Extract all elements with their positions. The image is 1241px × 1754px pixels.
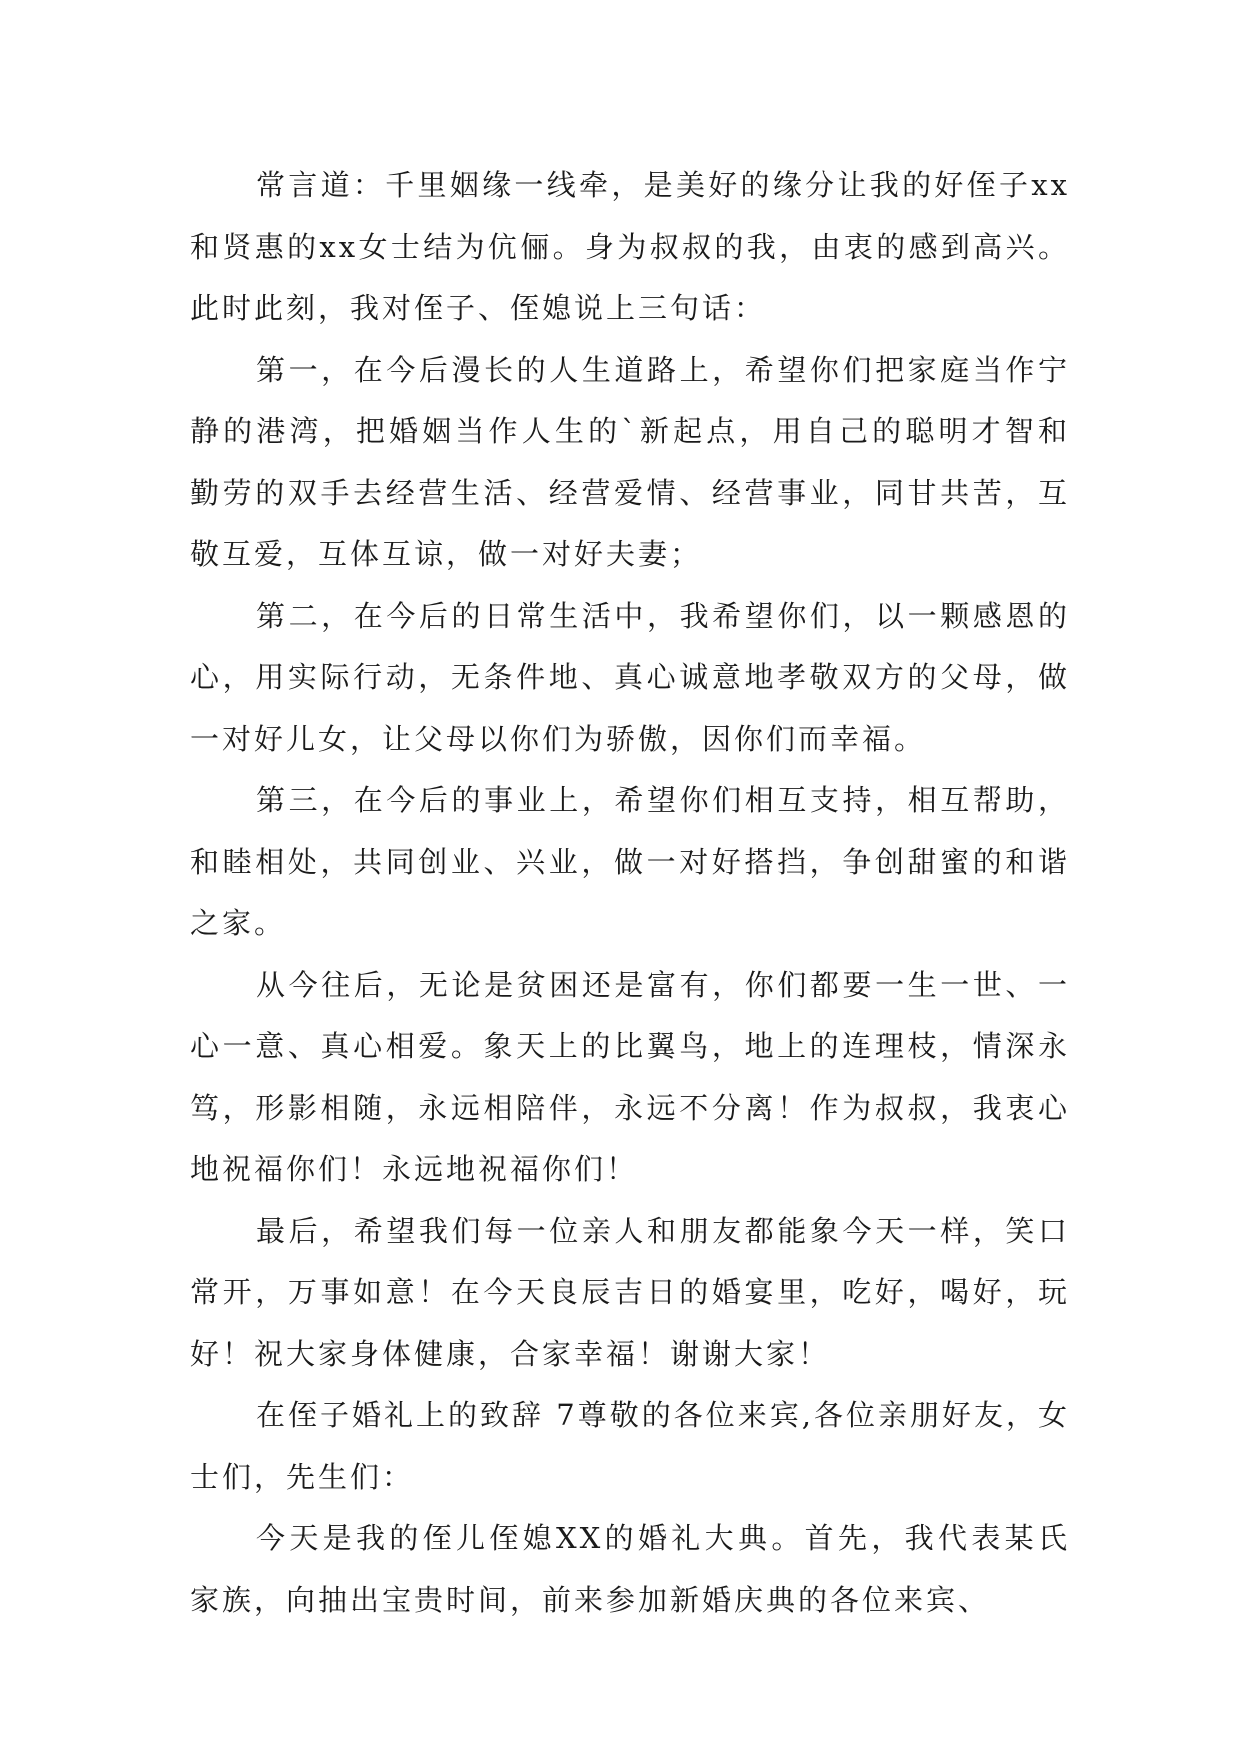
paragraph-intro: 常言道：千里姻缘一线牵，是美好的缘分让我的好侄子xx和贤惠的xx女士结为伉俪。身为叔叔的我，由衷的感到高兴。此时此刻，我对侄子、侄媳说上三句话： [190,168,1070,325]
document-body [190,155,1070,1631]
paragraph-third-wish: 第三，在今后的事业上，希望你们相互支持，相互帮助，和睦相处，共同创业、兴业，做一对好搭挡，争创甜蜜的和谐之家。 [190,783,1070,940]
paragraph-blessing: 从今往后，无论是贫困还是富有，你们都要一生一世、一心一意、真心相爱。象天上的比翼鸟，地上的连理枝，情深永笃，形影相随，永远相陪伴，永远不分离！作为叔叔，我衷心地祝福你们！永远地祝福你们！ [190,967,1070,1186]
paragraph-speech-7-opening: 今天是我的侄儿侄媳XX的婚礼大典。首先，我代表某氏家族，向抽出宝贵时间，前来参加新婚庆典的各位来宾、 [190,1521,1070,1617]
paragraph-second-wish: 第二，在今后的日常生活中，我希望你们，以一颗感恩的心，用实际行动，无条件地、真心诚意地孝敬双方的父母，做一对好儿女，让父母以你们为骄傲，因你们而幸福。 [190,598,1070,756]
paragraph-closing: 最后，希望我们每一位亲人和朋友都能象今天一样，笑口常开，万事如意！在今天良辰吉日的婚宴里，吃好，喝好，玩好！祝大家身体健康，合家幸福！谢谢大家！ [190,1213,1070,1371]
paragraph-first-wish: 第一，在今后漫长的人生道路上，希望你们把家庭当作宁静的港湾，把婚姻当作人生的`新起点，用自己的聪明才智和勤劳的双手去经营生活、经营爱情、经营事业，同甘共苦，互敬互爱，互体互谅，做一对好夫妻； [190,352,1070,571]
paragraph-speech-7-heading: 在侄子婚礼上的致辞 7尊敬的各位来宾,各位亲朋好友，女士们，先生们： [190,1398,1070,1494]
